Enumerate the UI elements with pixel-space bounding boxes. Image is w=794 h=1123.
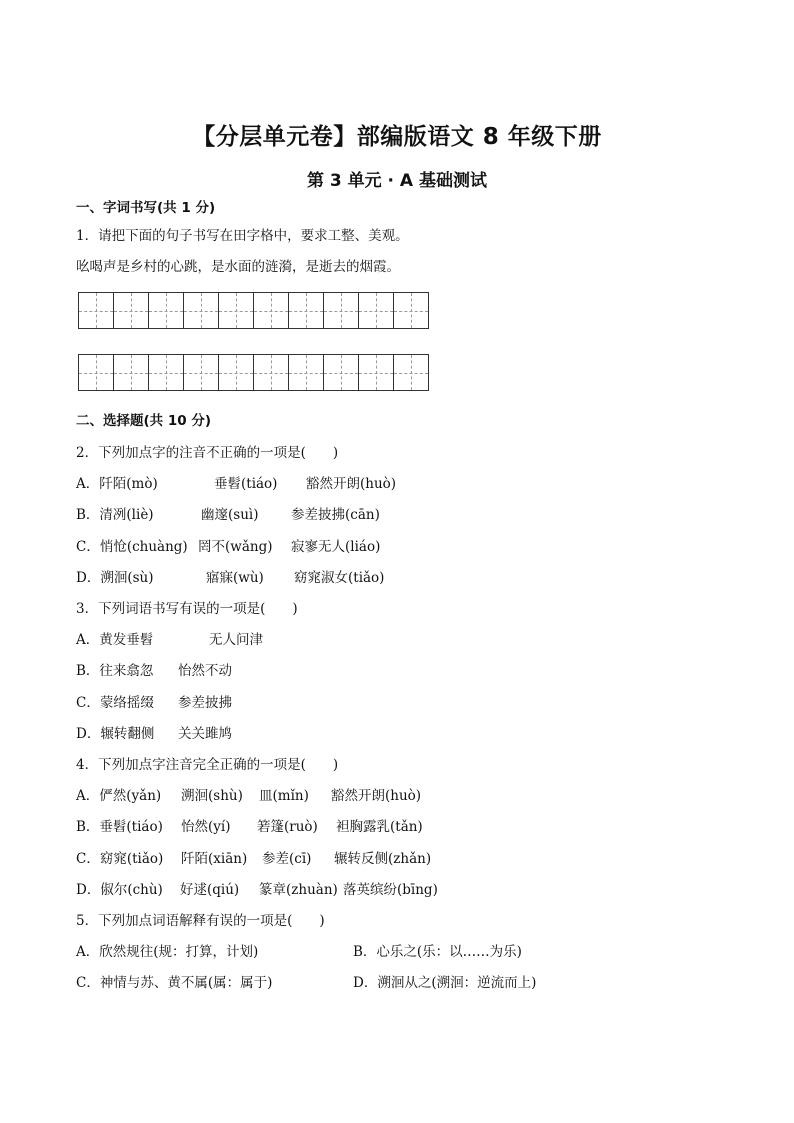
option-text: B．清冽(liè) (76, 507, 154, 523)
option-text: 阡陌(xiān) (181, 851, 248, 867)
question-5-option-a[interactable]: A．欣然规往(规：打算，计划) (76, 944, 259, 960)
grid-cell[interactable] (149, 293, 184, 328)
option-text: B．垂髫(tiáo) (76, 819, 163, 835)
option-text: 皿(mǐn) (259, 788, 309, 804)
question-5-stem: 5．下列加点词语解释有误的一项是( ) (76, 913, 325, 929)
grid-cell[interactable] (79, 355, 114, 390)
option-text: 幽邃(suì) (201, 507, 259, 523)
grid-cell[interactable] (219, 355, 254, 390)
option-text: 溯洄(shù) (181, 788, 243, 804)
option-text: 关关雎鸠 (178, 726, 232, 742)
question-3-stem: 3．下列词语书写有误的一项是( ) (76, 601, 298, 617)
question-2-option-a[interactable] (76, 475, 396, 493)
question-2-option-c[interactable] (76, 538, 380, 556)
question-2-stem: 2．下列加点字的注音不正确的一项是( ) (76, 445, 339, 461)
option-text: 辗转反侧(zhǎn) (334, 851, 432, 867)
writing-grid-row-1[interactable] (78, 292, 429, 329)
grid-cell[interactable] (184, 293, 219, 328)
grid-cell[interactable] (324, 355, 359, 390)
question-2-option-b[interactable] (76, 506, 380, 524)
option-text: 参差披拂 (178, 695, 232, 711)
option-text: D．辗转翻侧 (76, 726, 155, 742)
grid-cell[interactable] (114, 293, 149, 328)
option-text: A．黄发垂髫 (76, 632, 154, 648)
question-2-option-d[interactable] (76, 569, 384, 587)
option-text: D．俶尔(chù) (76, 882, 163, 898)
option-text: C．窈窕(tiǎo) (76, 851, 164, 867)
option-text: C．蒙络摇缀 (76, 695, 154, 711)
grid-cell[interactable] (149, 355, 184, 390)
grid-cell[interactable] (254, 293, 289, 328)
option-text: A．阡陌(mò) (76, 476, 158, 492)
grid-cell[interactable] (254, 355, 289, 390)
option-text: 参差披拂(cān) (291, 507, 380, 523)
question-3-option-c[interactable] (76, 694, 232, 712)
option-text: 寂寥无人(liáo) (291, 539, 381, 555)
option-text: 窈窕淑女(tiǎo) (294, 570, 385, 586)
grid-cell[interactable] (359, 355, 394, 390)
page-title: 【分层单元卷】部编版语文 8 年级下册 (192, 124, 602, 150)
option-text: 袒胸露乳(tǎn) (336, 819, 423, 835)
option-text: 落英缤纷(bīng) (343, 882, 438, 898)
option-text: 参差(cī) (262, 851, 312, 867)
question-1-stem: 1．请把下面的句子书写在田字格中，要求工整、美观。 (76, 228, 409, 244)
grid-cell[interactable] (324, 293, 359, 328)
option-text: 垂髫(tiáo) (214, 476, 278, 492)
grid-cell[interactable] (394, 355, 429, 390)
option-text: 篆章(zhuàn) (259, 882, 338, 898)
page-subtitle: 第 3 单元 · A 基础测试 (306, 171, 488, 191)
option-text: 寤寐(wù) (206, 570, 264, 586)
grid-cell[interactable] (289, 293, 324, 328)
section-heading-2: 二、选择题(共 10 分) (76, 413, 212, 429)
option-text: 好逑(qiú) (180, 882, 240, 898)
question-4-option-a[interactable] (76, 787, 421, 805)
grid-cell[interactable] (394, 293, 429, 328)
grid-cell[interactable] (184, 355, 219, 390)
section-heading-1: 一、字词书写(共 1 分) (76, 200, 216, 216)
grid-cell[interactable] (79, 293, 114, 328)
question-5-option-b[interactable]: B．心乐之(乐：以……为乐) (353, 944, 522, 960)
writing-grid-row-2[interactable] (78, 354, 429, 391)
question-3-option-d[interactable] (76, 725, 232, 743)
question-4-option-d[interactable] (76, 881, 438, 899)
option-text: 无人问津 (209, 632, 263, 648)
question-3-option-a[interactable] (76, 631, 263, 649)
option-text: 箬篷(ruò) (257, 819, 318, 835)
grid-cell[interactable] (289, 355, 324, 390)
option-text: 豁然开朗(huò) (306, 476, 397, 492)
option-text: B．往来翕忽 (76, 663, 154, 679)
question-4-option-b[interactable] (76, 818, 423, 836)
option-text: A．俨然(yǎn) (76, 788, 162, 804)
question-5-option-c[interactable]: C．神情与苏、黄不属(属：属于) (76, 975, 273, 991)
question-1-sentence: 吆喝声是乡村的心跳，是水面的涟漪，是逝去的烟霞。 (76, 259, 400, 275)
option-text: 豁然开朗(huò) (331, 788, 422, 804)
question-4-option-c[interactable] (76, 850, 431, 868)
option-text: C．悄怆(chuàng) (76, 539, 188, 555)
grid-cell[interactable] (219, 293, 254, 328)
option-text: D．溯洄(sù) (76, 570, 154, 586)
option-text: 怡然(yí) (181, 819, 231, 835)
grid-cell[interactable] (114, 355, 149, 390)
grid-cell[interactable] (359, 293, 394, 328)
question-5-option-d[interactable]: D．溯洄从之(溯洄：逆流而上) (353, 975, 537, 991)
option-text: 怡然不动 (178, 663, 232, 679)
option-text: 罔不(wǎng) (198, 539, 273, 555)
question-3-option-b[interactable] (76, 662, 232, 680)
question-4-stem: 4．下列加点字注音完全正确的一项是( ) (76, 757, 339, 773)
